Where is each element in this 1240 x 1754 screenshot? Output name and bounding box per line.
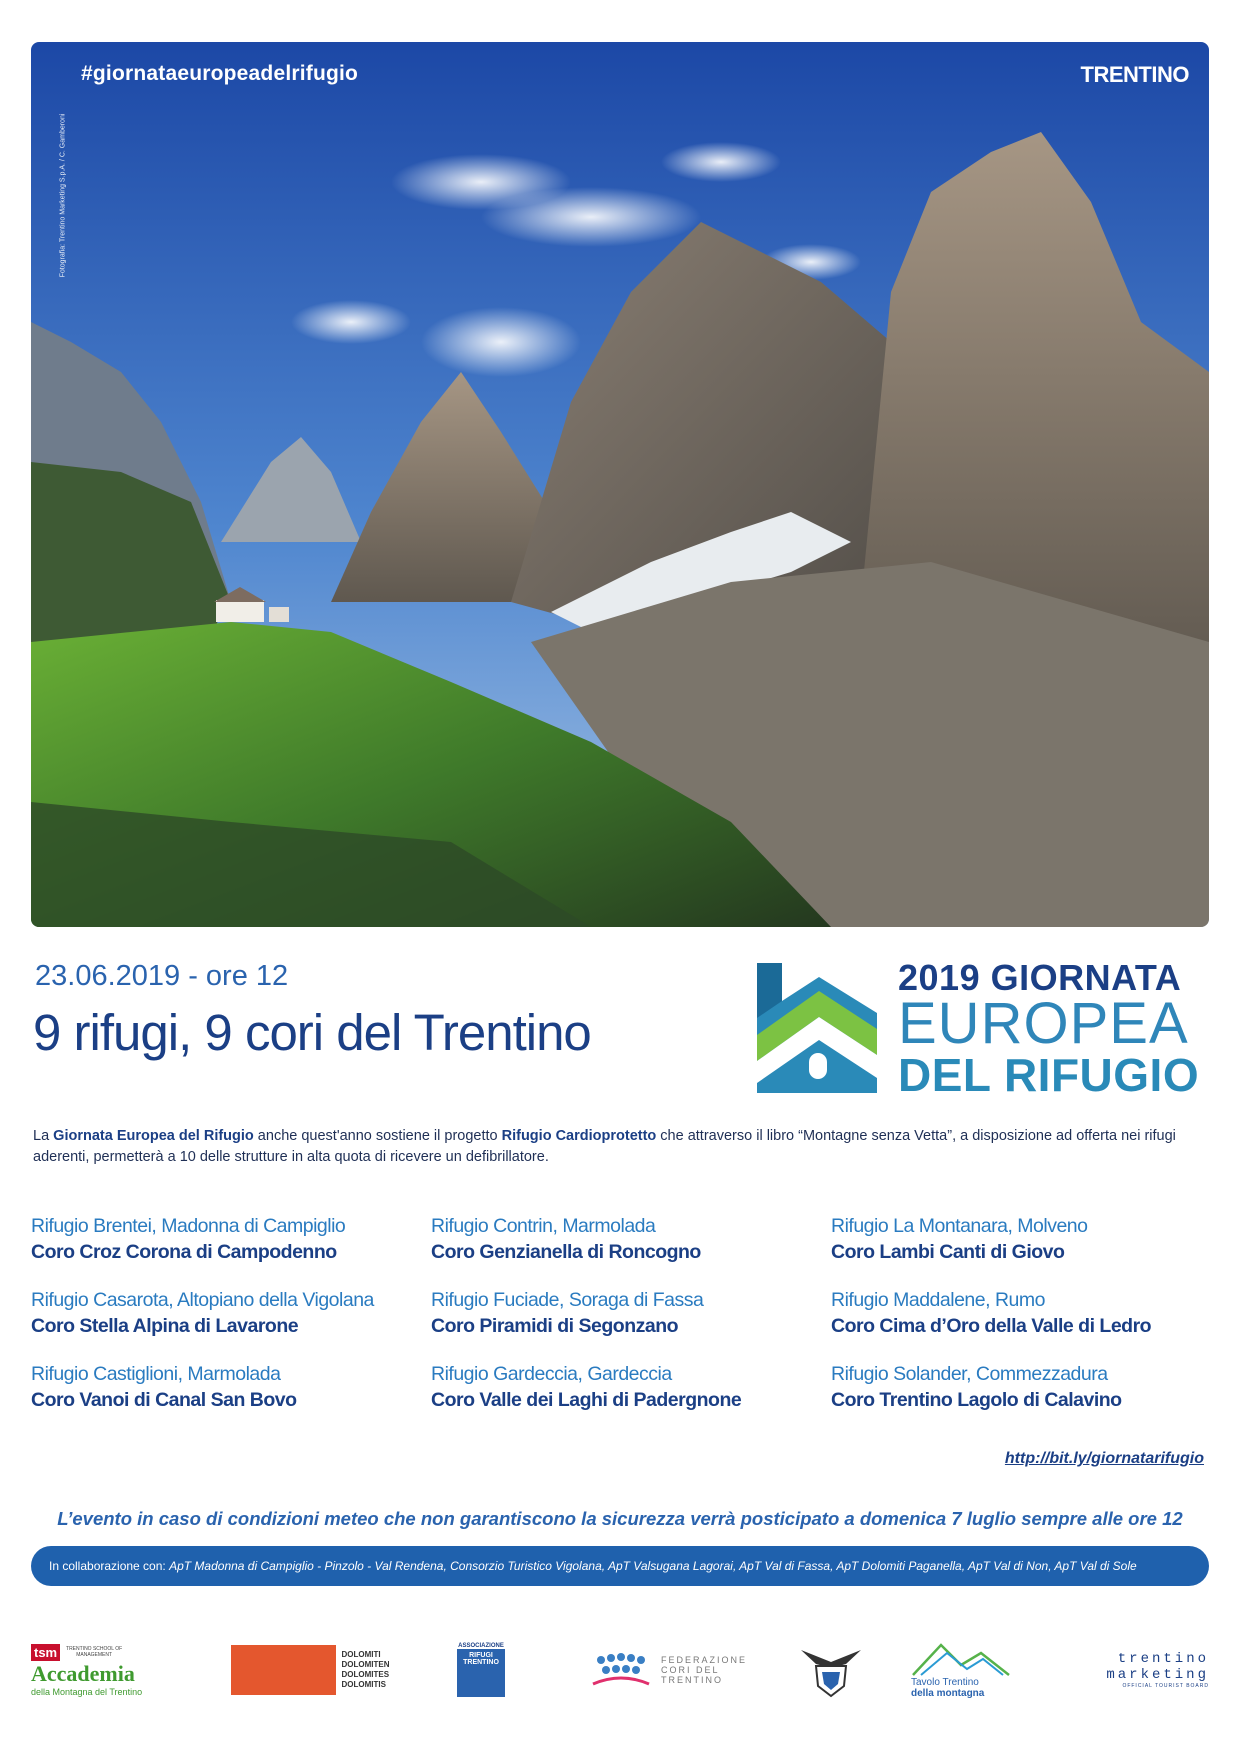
rifugio-item [431, 1213, 831, 1265]
rifugio-name: Rifugio Casarota, Altopiano della Vigolana [31, 1289, 374, 1311]
event-link[interactable]: http://bit.ly/giornatarifugio [1004, 1450, 1204, 1467]
federazione-cori-logo [566, 1635, 776, 1705]
logo-line2: EUROPEA [898, 991, 1189, 1056]
rifugio-item [31, 1287, 431, 1339]
tavolo-line2: della montagna [911, 1688, 985, 1699]
choir-figures-icon [591, 1650, 651, 1690]
tavolo-line1: Tavolo Trentino [911, 1677, 979, 1688]
mountain-lines-icon [911, 1641, 1011, 1677]
rifugio-name: Rifugio Fuciade, Soraga di Fassa [431, 1289, 704, 1311]
cai-sat-logo [791, 1635, 871, 1705]
intro-text: che attraverso il libro “Montagne senza Vetta”, a disposizione ad offerta nei rifugi aderenti, permetterà a 10 delle strutture in alta quota di ricevere un defibrillatore. [33, 1128, 1176, 1165]
eagle-emblem-icon [796, 1640, 866, 1700]
rifugio-name: Rifugio Brentei, Madonna di Campiglio [31, 1215, 346, 1237]
rifugio-item [31, 1213, 431, 1265]
intro-text: anche quest'anno sostiene il progetto [253, 1128, 502, 1144]
coro-name: Coro Vanoi di Canal San Bovo [31, 1389, 297, 1411]
hero-photo [31, 42, 1209, 927]
collab-label: In collaborazione con: [49, 1559, 170, 1573]
coro-name: Coro Croz Corona di Campodenno [31, 1241, 337, 1263]
collab-partners: ApT Madonna di Campiglio - Pinzolo - Val Rendena, Consorzio Turistico Vigolana, ApT Valsugana Lagorai, ApT Val di Fassa, ApT Dolomiti Paganella, ApT Val di Non, ApT Val di Sole [169, 1559, 1137, 1573]
associazione-rifugi-logo [451, 1635, 511, 1705]
coro-name: Coro Piramidi di Segonzano [431, 1315, 679, 1337]
rifugio-house-logo-icon [757, 963, 877, 1093]
rifugio-name: Rifugio Castiglioni, Marmolada [31, 1363, 281, 1385]
collaboration-bar [31, 1546, 1209, 1586]
sponsor-logos [31, 1635, 1209, 1715]
tm-line3: OFFICIAL TOURIST BOARD [1122, 1683, 1209, 1689]
rifugio-name: Rifugio Solander, Commezzadura [831, 1363, 1108, 1385]
coro-name: Coro Genzianella di Roncogno [431, 1241, 701, 1263]
dolomiti-icon [231, 1645, 336, 1695]
mountain-landscape-image [31, 42, 1209, 927]
hashtag: #giornataeuropeadelrifugio [81, 62, 359, 85]
trentino-brand-logo: TRENTINO [1080, 62, 1189, 87]
tm-line1: trentino [1117, 1651, 1209, 1667]
coro-name: Coro Lambi Canti di Giovo [831, 1241, 1065, 1263]
tavolo-trentino-logo [911, 1635, 1061, 1705]
tsm-accademia-logo [31, 1635, 181, 1705]
intro-text: La [33, 1128, 54, 1144]
rifugio-item [431, 1287, 831, 1339]
tm-line2: marketing [1106, 1667, 1209, 1683]
intro-bold: Giornata Europea del Rifugio [53, 1128, 254, 1144]
rifugio-item [831, 1361, 1211, 1413]
rifugio-name: Rifugio Maddalene, Rumo [831, 1289, 1045, 1311]
intro-bold: Rifugio Cardioprotetto [501, 1128, 657, 1144]
dolomiti-unesco-logo [226, 1635, 396, 1705]
coro-name: Coro Stella Alpina di Lavarone [31, 1315, 299, 1337]
weather-notice: L’evento in caso di condizioni meteo che non garantiscono la sicurezza verrà posticipato a domenica 7 luglio sempre alle ore 12 [57, 1508, 1183, 1529]
rifugio-item [431, 1361, 831, 1413]
coro-name: Coro Trentino Lagolo di Calavino [831, 1389, 1122, 1411]
photo-credit: Fotografia: Trentino Marketing S.p.A. / C. Gamberoni [59, 113, 67, 278]
rifugio-name: Rifugio Gardeccia, Gardeccia [431, 1363, 672, 1385]
event-logo-text [898, 958, 1199, 1100]
federazione-text: FEDERAZIONE CORI DEL TRENTINO [661, 1655, 748, 1685]
event-date: 23.06.2019 - ore 12 [35, 960, 289, 992]
rifugio-name: Rifugio La Montanara, Molveno [831, 1215, 1088, 1237]
coro-name: Coro Valle dei Laghi di Padergnone [431, 1389, 742, 1411]
rifugi-list [31, 1213, 1211, 1413]
coro-name: Coro Cima d’Oro della Valle di Ledro [831, 1315, 1152, 1337]
accademia-text: Accademia [31, 1660, 135, 1686]
rifugio-item [831, 1287, 1211, 1339]
trentino-marketing-logo [1096, 1635, 1209, 1705]
dolomiti-text: DOLOMITI DOLOMITEN DOLOMITES DOLOMITIS [341, 1650, 390, 1689]
rifugi-trentino-icon: RIFUGI TRENTINO [457, 1649, 505, 1697]
rifugio-item [831, 1213, 1211, 1265]
logo-line1: 2019 GIORNATA [898, 957, 1182, 998]
tsm-text: tsm [31, 1644, 60, 1661]
associazione-text: ASSOCIAZIONE [458, 1643, 504, 1649]
rifugio-item [31, 1361, 431, 1413]
rifugio-name: Rifugio Contrin, Marmolada [431, 1215, 656, 1237]
accademia-sub: della Montagna del Trentino [31, 1686, 143, 1697]
event-headline: 9 rifugi, 9 cori del Trentino [33, 1004, 591, 1061]
intro-paragraph [33, 1126, 1208, 1168]
tsm-sub: TRENTINO SCHOOL OF MANAGEMENT [66, 1646, 123, 1658]
logo-line3: DEL RIFUGIO [898, 1049, 1200, 1101]
